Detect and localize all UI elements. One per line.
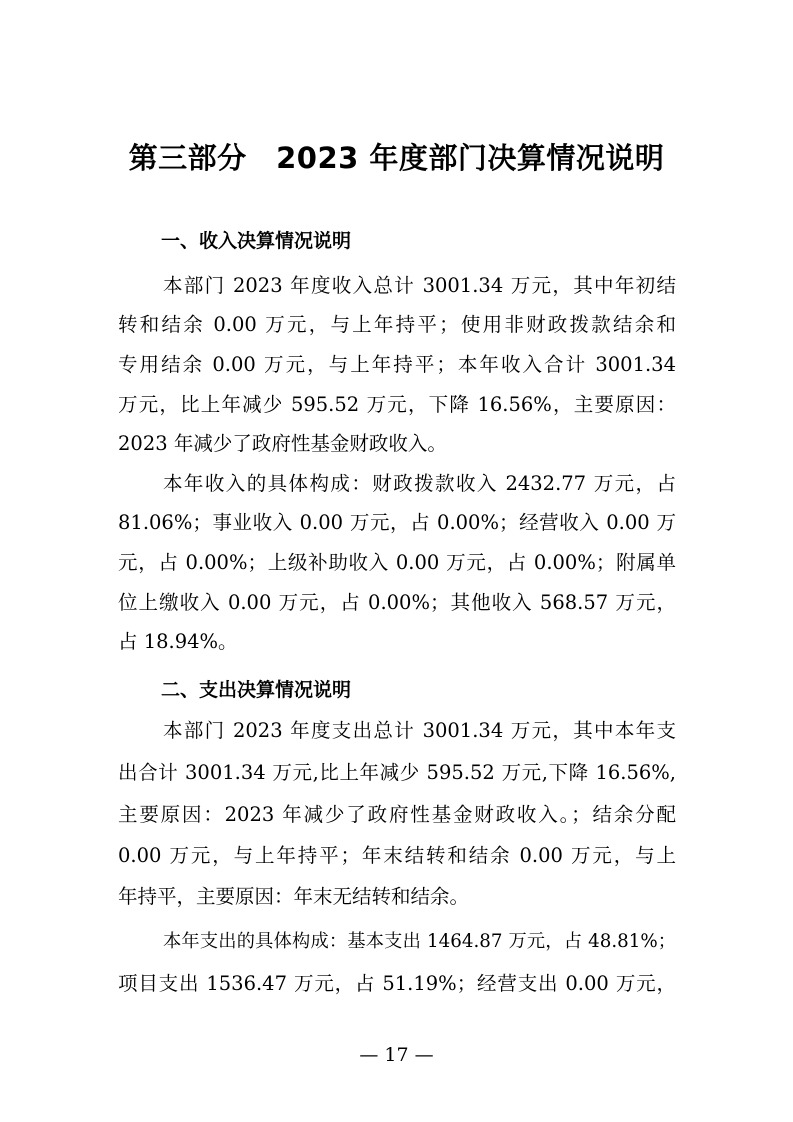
paragraph-line: 专用结余 0.00 万元，与上年持平；本年收入合计 3001.34 [118, 353, 676, 376]
paragraph-line: 本部门 2023 年度收入总计 3001.34 万元，其中年初结 [163, 274, 676, 297]
paragraph-line: 元，占 0.00%；上级补助收入 0.00 万元，占 0.00%；附属单 [118, 551, 676, 574]
paragraph-line: 出合计 3001.34 万元,比上年减少 595.52 万元,下降 16.56%, [118, 761, 676, 784]
paragraph-line: 项目支出 1536.47 万元，占 51.19%；经营支出 0.00 万元， [118, 972, 676, 995]
page-title: 第三部分 2023 年度部门决算情况说明 [128, 141, 665, 175]
paragraph-line: 位上缴收入 0.00 万元，占 0.00%；其他收入 568.57 万元， [118, 591, 676, 614]
section-heading-income: 一、收入决算情况说明 [161, 230, 352, 252]
section-heading-expenditure: 二、支出决算情况说明 [161, 679, 352, 701]
paragraph-line: 年持平，主要原因：年末无结转和结余。 [118, 885, 470, 908]
paragraph-line: 占 18.94%。 [118, 630, 238, 653]
paragraph-line: 万元，比上年减少 595.52 万元，下降 16.56%，主要原因： [118, 393, 676, 416]
paragraph-line: 0.00 万元，与上年持平；年末结转和结余 0.00 万元，与上 [118, 844, 676, 867]
paragraph-line: 81.06%；事业收入 0.00 万元，占 0.00%；经营收入 0.00 万 [118, 511, 676, 534]
paragraph-line: 本年支出的具体构成：基本支出 1464.87 万元，占 48.81%； [163, 931, 676, 952]
paragraph-line: 主要原因：2023 年减少了政府性基金财政收入。；结余分配 [118, 803, 676, 826]
page-number: — 17 — [359, 1044, 434, 1066]
paragraph-line: 转和结余 0.00 万元，与上年持平；使用非财政拨款结余和 [118, 313, 676, 336]
paragraph-line: 本年收入的具体构成：财政拨款收入 2432.77 万元，占 [163, 472, 676, 495]
paragraph-line: 2023 年减少了政府性基金财政收入。 [118, 432, 447, 455]
paragraph-line: 本部门 2023 年度支出总计 3001.34 万元，其中本年支 [163, 719, 676, 742]
